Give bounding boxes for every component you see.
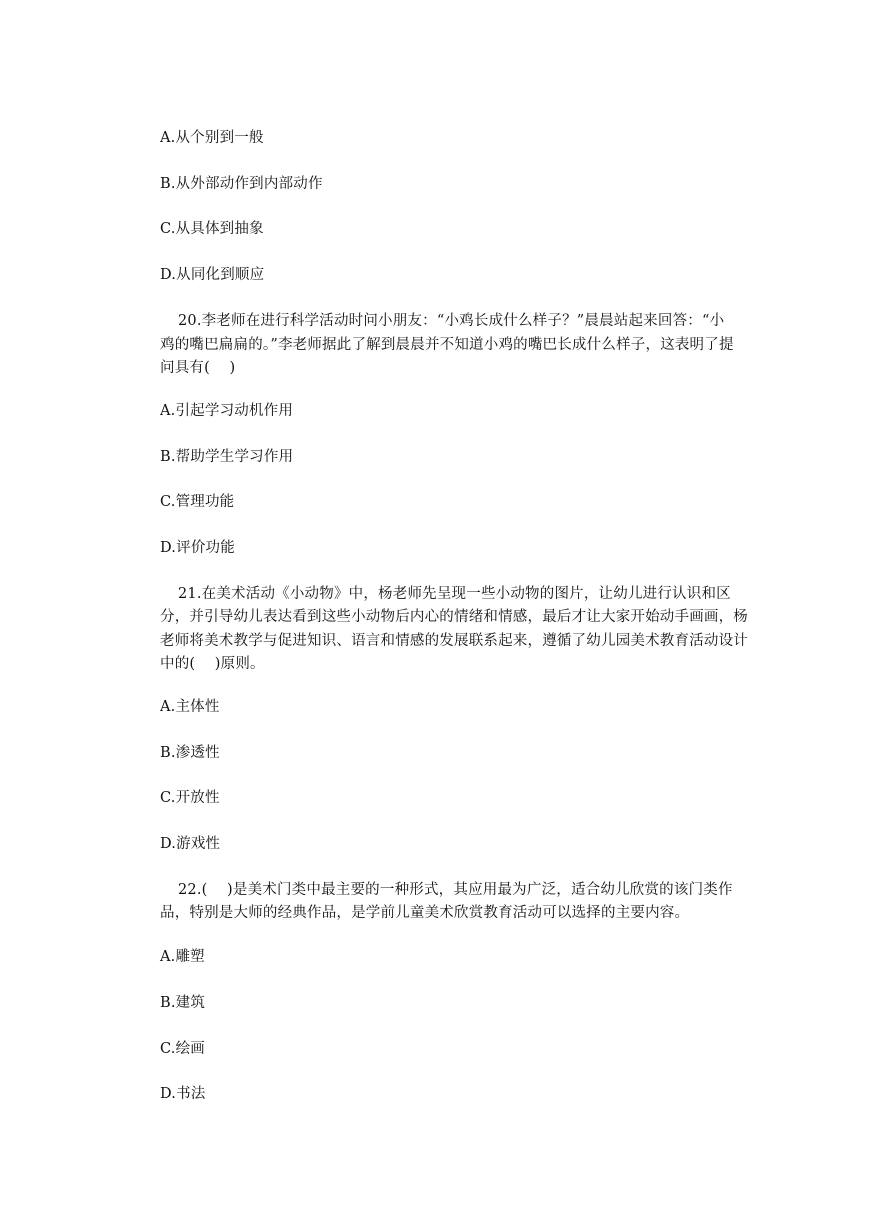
q20-option-a: A.引起学习动机作用 (160, 403, 294, 419)
q22-option-b: B.建筑 (160, 995, 206, 1011)
q21-stem-line-1: 21.在美术活动《小动物》中，杨老师先呈现一些小动物的图片，让幼儿进行认识和区 (178, 586, 731, 602)
q21-option-a: A.主体性 (160, 699, 220, 715)
q22-option-d: D.书法 (160, 1086, 206, 1102)
q20-stem-line-1: 20.李老师在进行科学活动时问小朋友：“小鸡长成什么样子？”晨晨站起来回答：“小 (178, 313, 725, 329)
q21-stem-line-2: 分，并引导幼儿表达看到这些小动物后内心的情绪和情感，最后才让大家开始动手画画，杨 (160, 609, 748, 625)
q21-option-b: B.渗透性 (160, 745, 220, 761)
q22-option-c: C.绘画 (160, 1041, 205, 1057)
q21-stem-line-3: 老师将美术教学与促进知识、语言和情感的发展联系起来，遵循了幼儿园美术教育活动设计 (160, 633, 748, 649)
q22-option-a: A.雕塑 (160, 949, 205, 965)
q19-option-a: A.从个别到一般 (160, 130, 264, 146)
q19-option-c: C.从具体到抽象 (160, 221, 264, 237)
q19-option-b: B.从外部动作到内部动作 (160, 176, 323, 192)
q21-option-d: D.游戏性 (160, 836, 221, 852)
q20-stem-line-3: 问具有( ) (160, 360, 236, 376)
q22-stem-line-2: 品，特别是大师的经典作品，是学前儿童美术欣赏教育活动可以选择的主要内容。 (160, 905, 690, 921)
q22-stem-line-1: 22.( )是美术门类中最主要的一种形式，其应用最为广泛，适合幼儿欣赏的该门类作 (178, 882, 733, 898)
q20-option-c: C.管理功能 (160, 494, 235, 510)
q19-option-d: D.从同化到顺应 (160, 267, 265, 283)
q20-stem-line-2: 鸡的嘴巴扁扁的。”李老师据此了解到晨晨并不知道小鸡的嘴巴长成什么样子，这表明了提 (160, 337, 734, 353)
q20-option-b: B.帮助学生学习作用 (160, 449, 294, 465)
q21-stem-line-4: 中的( )原则。 (160, 656, 265, 672)
q20-option-d: D.评价功能 (160, 540, 235, 556)
q21-option-c: C.开放性 (160, 790, 220, 806)
